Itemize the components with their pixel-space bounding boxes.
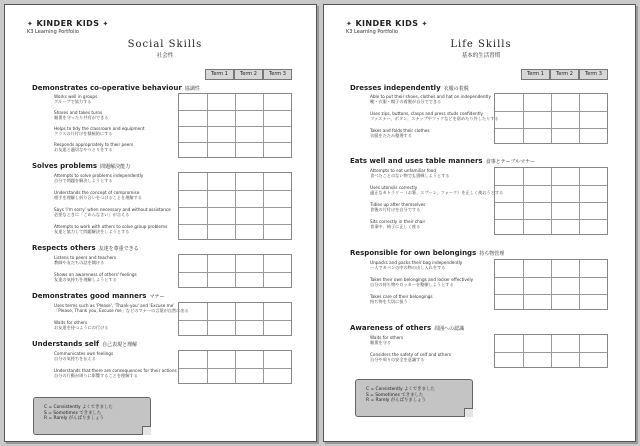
page-title: Life Skills — [450, 39, 512, 50]
criterion-item: Uses zips, buttons, clasps and press studs confidently ファスナー、ボタン、スナップやフックなどを留めたり外したりする — [370, 111, 499, 122]
criterion-item: Uses terms such as 'Please', 'Thank-you' and 'Excuse me' 「Please, Thank you, Excuse me」などのマナーの言葉が自然に出る — [54, 303, 189, 314]
criterion-item: Considers the safety of self and others 自分や周りの安全を意識する — [370, 352, 452, 363]
rating-grid — [494, 167, 608, 235]
rating-grid — [178, 350, 292, 384]
term-3-header: Term 3 — [579, 69, 608, 80]
star-icon: ✦ — [102, 20, 109, 28]
term-3-header: Term 3 — [263, 69, 292, 80]
star-icon: ✦ — [346, 20, 353, 28]
criterion-item: Helps to tidy the classroom and equipment クラスの片付けを積極的にする — [54, 126, 145, 137]
section-heading: Respects others 友達を尊重できる — [32, 244, 139, 252]
criterion-item: Communicates own feelings 自分の気持ちを伝える — [54, 351, 114, 362]
section-heading: Awareness of others 周囲への認識 — [350, 324, 465, 332]
star-icon: ✦ — [421, 20, 428, 28]
criterion-item: Waits for others お友達を待つようにの行ける — [54, 320, 109, 331]
criterion-item: Tidies up after themselves 食後の片付けを自分でする — [370, 202, 426, 213]
rating-legend: C = Consistently よくできました S = Sometimes できました R = Rarely がんばりましょう — [355, 379, 473, 417]
criterion-item: Understands the concept of compromise 相手を理解し折り合いをつけることを理解する — [54, 190, 142, 201]
rating-grid — [494, 334, 608, 368]
criterion-item: Sits correctly in their chair 食事中、椅子に正しく座る — [370, 219, 426, 230]
criterion-item: Takes and folds their clothes 衣服をたたみ整理する — [370, 128, 430, 139]
criterion-item: Unpacks and packs their bag independently 一人でカバンの中の物の出し入れをする — [370, 260, 463, 271]
criterion-item: Shares and takes turns 順番を守ったり共有ができる — [54, 110, 109, 121]
rating-grid — [494, 93, 608, 144]
term-1-header: Term 1 — [521, 69, 550, 80]
criterion-item: Attempts to solve problems independently 自分で問題を解決しようとする — [54, 173, 144, 184]
criterion-item: Understands that there are consequences for their actions 自分の行動が周りに影響することを理解する — [54, 368, 177, 379]
page-subtitle: 基本的生活習慣 — [461, 53, 501, 59]
criterion-item: Waits for others 順番を守る — [370, 335, 404, 346]
criterion-item: Takes their own belongings and locker effectively 自分の持ち物やロッカーを整頓しようとする — [370, 277, 474, 288]
section-heading: Understands self 自己表現と理解 — [32, 340, 138, 348]
criterion-item: Able to put their shoes, clothes and hat on independently 靴・衣服・帽子の着脱が自分でできる — [370, 94, 491, 105]
portfolio-label: K3 Learning Portfolio — [346, 29, 398, 35]
criterion-item: Says 'I'm sorry' when necessary and without assistance 必要なときに「ごめんなさい」が言える — [54, 207, 171, 218]
section-heading: Solves problems 問題解決能力 — [32, 162, 131, 170]
rating-legend: C = Consistently よくできました S = Sometimes できました R = Rarely がんばりましょう — [33, 397, 151, 435]
term-2-header: Term 2 — [234, 69, 263, 80]
term-1-header: Term 1 — [205, 69, 234, 80]
criterion-item: Attempts to work with others to solve group problems 友達と協力して問題解決をしようとする — [54, 224, 168, 235]
brand-name: KINDER KIDS — [355, 19, 419, 28]
brand-name: KINDER KIDS — [36, 19, 100, 28]
criterion-item: Works well in groups グループで協力する — [54, 94, 98, 105]
life-skills-page — [323, 4, 636, 442]
section-heading: Demonstrates co-operative behaviour 協調性 — [32, 84, 200, 92]
brand-logo — [27, 19, 109, 28]
rating-grid — [178, 302, 292, 336]
page-title: Social Skills — [127, 39, 203, 50]
term-2-header: Term 2 — [550, 69, 579, 80]
brand-logo — [346, 19, 428, 28]
section-heading: Demonstrates good manners マナー — [32, 292, 165, 300]
page-subtitle: 社会性 — [156, 53, 174, 59]
section-heading: Responsible for own belongings 持ち物管理 — [350, 249, 505, 257]
criterion-item: Responds appropriately to their peers お友達と適切なやりとりをする — [54, 142, 134, 153]
criterion-item: Shows an awareness of others' feelings 友達の気持ちを理解しようとする — [54, 272, 137, 283]
rating-grid — [178, 93, 292, 158]
criterion-item: Uses utensils correctly 適正なカトラリー（お箸、スプーン、フォーク）を正しく使おうとする — [370, 185, 504, 196]
rating-grid — [178, 254, 292, 288]
criterion-item: Takes care of their belongings 持ち物を大切に扱う — [370, 294, 433, 305]
section-heading: Eats well and uses table manners 食事とテーブルマナー — [350, 157, 536, 165]
star-icon: ✦ — [27, 20, 34, 28]
section-heading: Dresses independently 衣服の着脱 — [350, 84, 469, 92]
portfolio-label: K3 Learning Portfolio — [27, 29, 79, 35]
rating-grid — [494, 259, 608, 310]
criterion-item: Attempts to eat unfamiliar food 食べたことのない物でも挑戦しようとする — [370, 168, 450, 179]
social-skills-page — [4, 4, 317, 442]
criterion-item: Listens to peers and teachers 教師や友だちの話を聞ける — [54, 255, 117, 266]
rating-grid — [178, 172, 292, 240]
